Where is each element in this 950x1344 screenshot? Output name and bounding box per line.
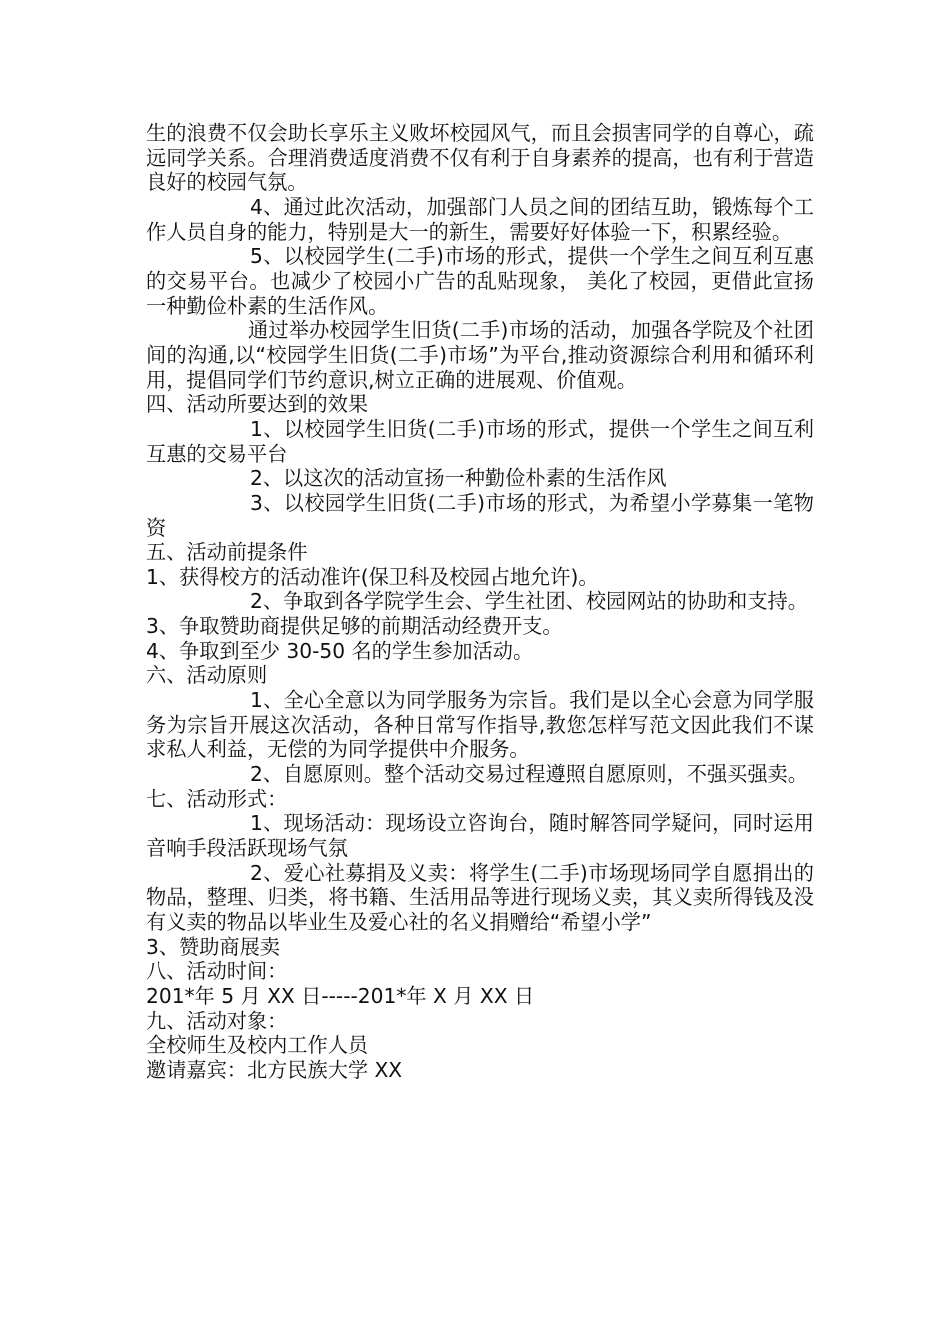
section-heading: 九、活动对象： [146, 1008, 288, 1033]
paragraph: 生的浪费不仅会助长享乐主义败坏校园风气，而且会损害同学的自尊心，疏远同学关系。合理消费适度消费不仅有利于自身素养的提高，也有利于营造良好的校园气氛。 [146, 121, 814, 195]
list-item: 1、全心全意以为同学服务为宗旨。我们是以全心会意为同学服务为宗旨开展这次活动，各种日常写作指导,教您怎样写范文因此我们不谋求私人利益，无偿的为同学提供中介服务。 [146, 688, 814, 762]
paragraph: 4、通过此次活动，加强部门人员之间的团结互助，锻炼每个工作人员自身的能力，特别是大一的新生，需要好好体验一下，积累经验。 [146, 194, 814, 244]
section-heading: 八、活动时间： [146, 959, 288, 984]
paragraph: 201*年 5 月 XX 日-----201*年 X 月 XX 日 [146, 983, 535, 1008]
list-item: 1、以校园学生旧货(二手)市场的形式，提供一个学生之间互利互惠的交易平台 [146, 416, 814, 466]
document-body [146, 121, 814, 1083]
list-item: 1、获得校方的活动准许(保卫科及校园占地允许)。 [146, 564, 599, 589]
section-heading: 七、活动形式： [146, 786, 288, 811]
list-item: 3、以校园学生旧货(二手)市场的形式，为希望小学募集一笔物资 [146, 490, 814, 540]
list-item: 2、争取到各学院学生会、学生社团、校园网站的协助和支持。 [250, 589, 808, 614]
section-heading: 四、活动所要达到的效果 [146, 392, 369, 417]
list-item: 2、以这次的活动宣扬一种勤俭朴素的生活作风 [250, 466, 667, 491]
list-item: 2、自愿原则。整个活动交易过程遵照自愿原则，不强买强卖。 [250, 762, 808, 787]
list-item: 2、爱心社募捐及义卖：将学生(二手)市场现场同学自愿捐出的物品，整理、归类，将书籍、生活用品等进行现场义卖，其义卖所得钱及没有义卖的物品以毕业生及爱心社的名义捐赠给“希望小学” [146, 860, 814, 934]
section-heading: 六、活动原则 [146, 663, 268, 688]
list-item: 3、争取赞助商提供足够的前期活动经费开支。 [146, 614, 563, 639]
paragraph: 全校师生及校内工作人员 [146, 1033, 369, 1058]
list-item: 3、赞助商展卖 [146, 934, 280, 959]
list-item: 1、现场活动：现场设立咨询台，随时解答同学疑问，同时运用音响手段活跃现场气氛 [146, 811, 814, 861]
list-item: 4、争取到至少 30-50 名的学生参加活动。 [146, 638, 534, 663]
section-heading: 五、活动前提条件 [146, 540, 308, 565]
paragraph: 5、以校园学生(二手)市场的形式，提供一个学生之间互利互惠的交易平台。也减少了校园小广告的乱贴现象， 美化了校园，更借此宣扬一种勤俭朴素的生活作风。 [146, 244, 814, 318]
paragraph: 通过举办校园学生旧货(二手)市场的活动，加强各学院及个社团间的沟通,以“校园学生旧货(二手)市场”为平台,推动资源综合利用和循环利用，提倡同学们节约意识,树立正确的进展观、价值观。 [146, 318, 814, 392]
paragraph: 邀请嘉宾：北方民族大学 XX [146, 1057, 403, 1082]
